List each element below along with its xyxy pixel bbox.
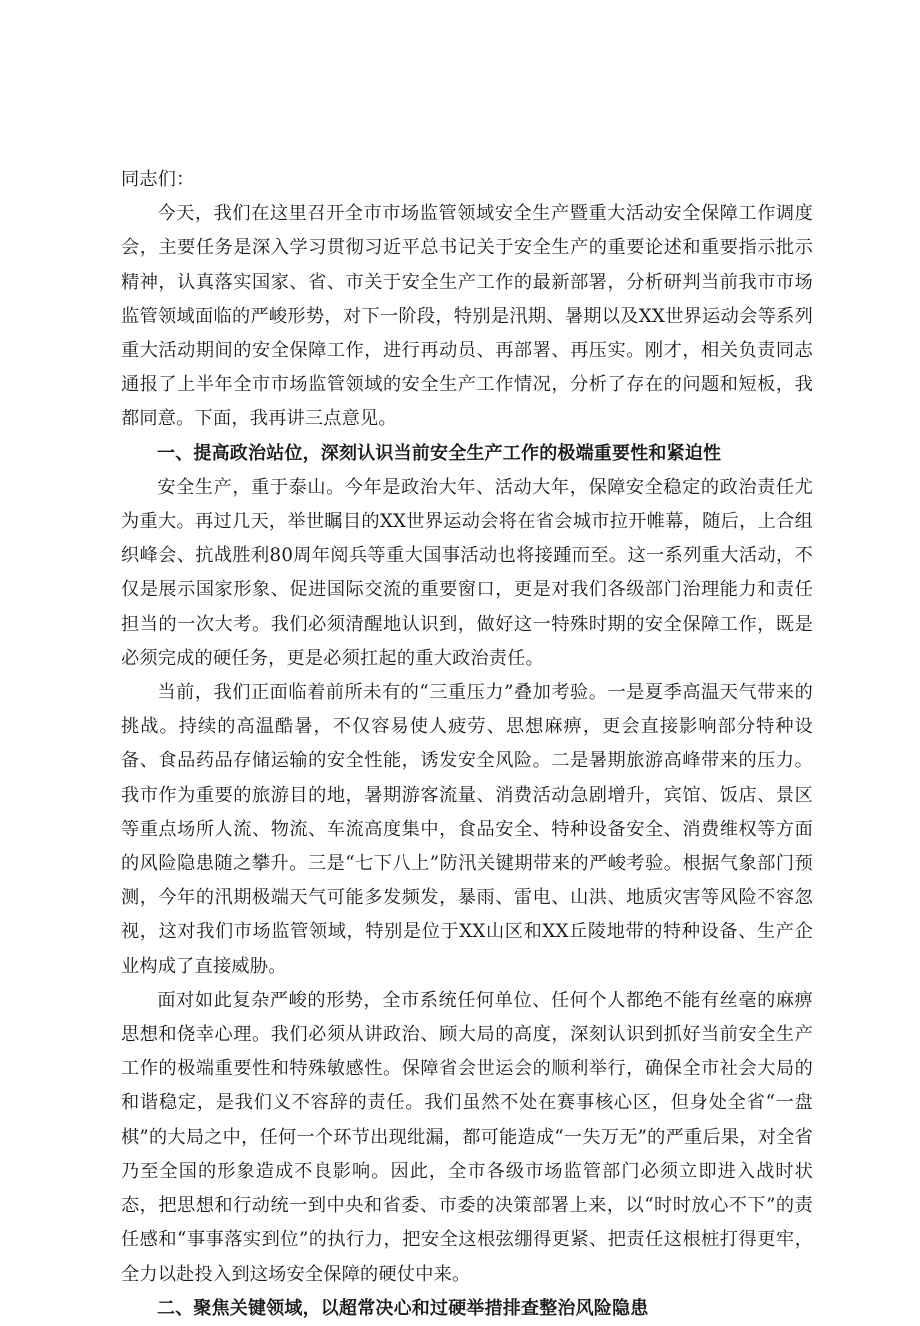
document-body [121, 163, 813, 1326]
section-1-paragraph-2: 当前，我们正面临着前所未有的“三重压力”叠加考验。一是夏季高温天气带来的挑战。持续的高温酷暑，不仅容易使人疲劳、思想麻痹，更会直接影响部分特种设备、食品药品存储运输的安全性能，诱发安全风险。二是暑期旅游高峰带来的压力。我市作为重要的旅游目的地，暑期游客流量、消费活动急剧增升，宾馆、饭店、景区等重点场所人流、物流、车流高度集中，食品安全、特种设备安全、消费维权等方面的风险隐患随之攀升。三是“七下八上”防汛关键期带来的严峻考验。根据气象部门预测，今年的汛期极端天气可能多发频发，暴雨、雷电、山洪、地质灾害等风险不容忽视，这对我们市场监管领域，特别是位于XX山区和XX丘陵地带的特种设备、生产企业构成了直接威胁。 [121, 682, 813, 977]
section-2-heading: 二、聚焦关键领域，以超常决心和过硬举措排查整治风险隐患 [157, 1297, 649, 1319]
opening-paragraph: 今天，我们在这里召开全市市场监管领域安全生产暨重大活动安全保障工作调度会，主要任务是深入学习贯彻习近平总书记关于安全生产的重要论述和重要指示批示精神，认真落实国家、省、市关于安全生产工作的最新部署，分析研判当前我市市场监管领域面临的严峻形势，对下一阶段，特别是汛期、暑期以及XX世界运动会等系列重大活动期间的安全保障工作，进行再动员、再部署、再压实。刚才，相关负责同志通报了上半年全市市场监管领域的安全生产工作情况，分析了存在的问题和短板，我都同意。下面，我再讲三点意见。 [121, 203, 813, 430]
section-1-heading: 一、提高政治站位，深刻认识当前安全生产工作的极端重要性和紧迫性 [157, 442, 722, 464]
salutation: 同志们： [121, 169, 195, 190]
section-1-paragraph-3: 面对如此复杂严峻的形势，全市系统任何单位、任何个人都绝不能有丝毫的麻痹思想和侥幸心理。我们必须从讲政治、顾大局的高度，深刻认识到抓好当前安全生产工作的极端重要性和特殊敏感性。保障省会世运会的顺利举行，确保全市社会大局的和谐稳定，是我们义不容辞的责任。我们虽然不处在赛事核心区，但身处全省“一盘棋”的大局之中，任何一个环节出现纰漏，都可能造成“一失万无”的严重后果，对全省乃至全国的形象造成不良影响。因此，全市各级市场监管部门必须立即进入战时状态，把思想和行动统一到中央和省委、市委的决策部署上来，以“时时放心不下”的责任感和“事事落实到位”的执行力，把安全这根弦绷得更紧、把责任这根桩打得更牢，全力以赴投入到这场安全保障的硬仗中来。 [121, 989, 813, 1285]
section-1-paragraph-1: 安全生产，重于泰山。今年是政治大年、活动大年，保障安全稳定的政治责任尤为重大。再过几天，举世瞩目的XX世界运动会将在省会城市拉开帷幕，随后，上合组织峰会、抗战胜利80周年阅兵等重大国事活动也将接踵而至。这一系列重大活动，不仅是展示国家形象、促进国际交流的重要窗口，更是对我们各级部门治理能力和责任担当的一次大考。我们必须清醒地认识到，做好这一特殊时期的安全保障工作，既是必须完成的硬任务，更是必须扛起的重大政治责任。 [121, 476, 813, 669]
